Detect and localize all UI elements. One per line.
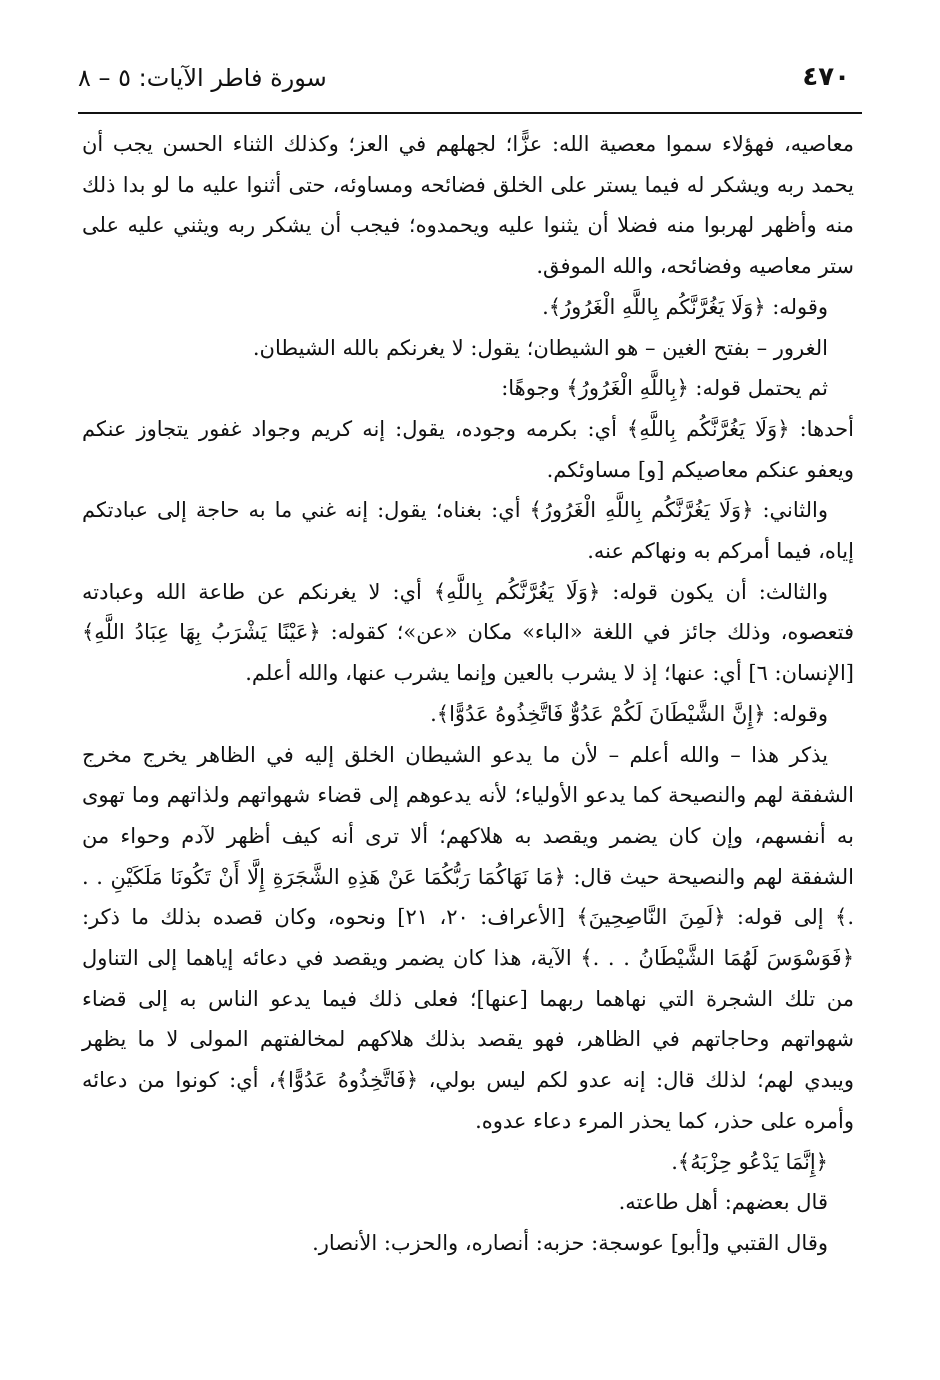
paragraph-first-meaning: أحدها: ﴿وَلَا يَغُرَّنَّكُم بِاللَّهِ﴾ أي: بكرمه وجوده، يقول: إنه كريم وجواد غفور يتجاوز عنكم ويعفو عنكم معاصيكم [و] مساوئكم. <box>82 416 854 482</box>
paragraph-verse-quote-enemy: وقوله: ﴿إِنَّ الشَّيْطَانَ لَكُمْ عَدُوٌّ فَاتَّخِذُوهُ عَدُوًّا﴾. <box>430 701 828 726</box>
paragraph-second-meaning: والثاني: ﴿وَلَا يَغُرَّنَّكُم بِاللَّهِ الْغَرُورُ﴾ أي: بغناه؛ يقول: إنه غني ما به حاجة إلى عبادتكم إياه، فيما أمركم به ونهاكم عنه. <box>82 498 854 564</box>
paragraph-praise-and-concealment: معاصيه، فهؤلاء سموا معصية الله: عزًّا؛ لجهلهم في العز؛ وكذلك الثناء الحسن يجب أن يحمد ربه ويشكر له فيما يستر على الخلق فضائحه ومساوئه، حتى أثنوا عليه ما لو بدا ذلك منه وأظهر لهربوا منه فضلا أن يثنوا عليه ويحمدوه؛ فيجب أن يشكر ربه ويثني عليه على ستر معاصيه وفضائحه، والله الموفق. <box>82 132 854 279</box>
page-body-text <box>82 124 854 1264</box>
page-header <box>78 62 850 102</box>
paragraph-deceiver-definition: الغرور – بفتح الغين – هو الشيطان؛ يقول: لا يغرنكم بالله الشيطان. <box>252 335 828 360</box>
page-number: ٤٧٠ <box>802 62 850 92</box>
paragraph-verse-quote-party: ﴿إِنَّمَا يَدْعُو حِزْبَهُ﴾. <box>671 1149 828 1174</box>
paragraph-possible-meanings: ثم يحتمل قوله: ﴿بِاللَّهِ الْغَرُورُ﴾ وجوهًا: <box>501 376 828 401</box>
header-divider <box>78 112 862 114</box>
paragraph-verse-quote-deceiver: وقوله: ﴿وَلَا يَغُرَّنَّكُم بِاللَّهِ الْغَرُورُ﴾. <box>542 294 828 319</box>
paragraph-qutabi-said: وقال القتبي و[أبو] عوسجة: حزبه: أنصاره، والحزب: الأنصار. <box>312 1230 828 1255</box>
paragraph-third-meaning: والثالث: أن يكون قوله: ﴿وَلَا يَغُرَّنَّكُم بِاللَّهِ﴾ أي: لا يغرنكم عن طاعة الله وعبادته فتعصوه، وذلك جائز في اللغة «الباء» مكان «عن»؛ كقوله: ﴿عَيْنًا يَشْرَبُ بِهَا عِبَادُ اللَّهِ﴾ [الإنسان: ٦] أي: عنها؛ إذ لا يشرب بالعين وإنما يشرب عنها، والله أعلم. <box>82 579 854 686</box>
paragraph-satan-explanation: يذكر هذا – والله أعلم – لأن ما يدعو الشيطان الخلق إليه في الظاهر يخرج مخرج الشفقة لهم والنصيحة كما يدعو الأولياء؛ لأنه يدعوهم إلى قضاء شهواتهم ولذاتهم وما تهوى به أنفسهم، وإن كان يضمر ويقصد به هلاكهم؛ ألا ترى أنه كيف أظهر لآدم وحواء من الشفقة لهم والنصيحة حيث قال: ﴿مَا نَهَاكُمَا رَبُّكُمَا عَنْ هَذِهِ الشَّجَرَةِ إِلَّا أَنْ تَكُونَا مَلَكَيْنِ . . .﴾ إلى قوله: ﴿لَمِنَ النَّاصِحِينَ﴾ [الأعراف: ٢٠، ٢١] ونحوه، وكان قصده بذلك ما ذكر: ﴿فَوَسْوَسَ لَهُمَا الشَّيْطَانُ . . .﴾ الآية، هذا كان يضمر ويقصد في دعائه إياهما إلى التناول من تلك الشجرة التي نهاهما ربهما [عنها]؛ فعلى ذلك فيما يدعو الناس به إلى قضاء شهواتهم وحاجاتهم في الظاهر، فهو يقصد بذلك هلاكهم لمخالفتهم المولى لا ما يظهر ويبدي لهم؛ لذلك قال: إنه عدو لكم ليس بولي، ﴿فَاتَّخِذُوهُ عَدُوًّا﴾، أي: كونوا من دعائه وأمره على حذر، كما يحذر المرء دعاء عدوه. <box>82 742 854 1133</box>
running-title: سورة فاطر الآيات: ٥ – ٨ <box>78 64 327 92</box>
paragraph-some-said: قال بعضهم: أهل طاعته. <box>618 1190 828 1215</box>
